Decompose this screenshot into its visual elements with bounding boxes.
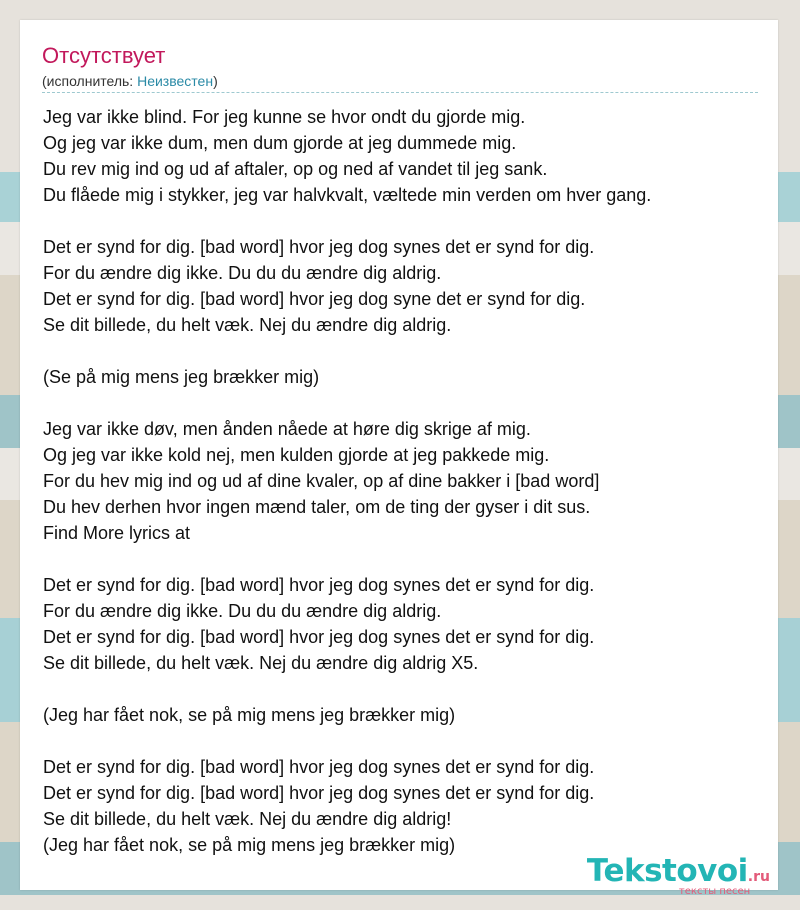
lyrics-line: Og jeg var ikke kold nej, men kulden gjorde at jeg pakkede mig. (43, 445, 550, 465)
logo-tagline: тексты песен (678, 886, 751, 897)
lyrics-line: (Jeg har fået nok, se på mig mens jeg brækker mig) (43, 705, 456, 725)
song-title: Отсутствует (42, 43, 166, 68)
lyrics-line: Og jeg var ikke dum, men dum gjorde at jeg dummede mig. (43, 133, 517, 153)
dashed-divider (42, 92, 758, 93)
lyrics-line: Du flåede mig i stykker, jeg var halvkvalt, væltede min verden om hver gang. (43, 185, 652, 205)
lyrics-blank-line (43, 208, 763, 234)
lyrics-blank-line (43, 728, 763, 754)
artist-link[interactable]: Неизвестен (137, 73, 214, 89)
lyrics-line: Du hev derhen hvor ingen mænd taler, om de ting der gyser i dit sus. (43, 497, 591, 517)
lyrics-line: (Se på mig mens jeg brækker mig) (43, 367, 320, 387)
lyrics-line: Det er synd for dig. [bad word] hvor jeg dog synes det er synd for dig. (43, 575, 595, 595)
artist-suffix: ) (213, 73, 218, 89)
lyrics-line: Find More lyrics at (43, 523, 191, 543)
lyrics-text (43, 104, 763, 858)
artist-prefix: (исполнитель: (42, 73, 138, 89)
lyrics-blank-line (43, 546, 763, 572)
lyrics-line: Det er synd for dig. [bad word] hvor jeg dog synes det er synd for dig. (43, 237, 595, 257)
lyrics-line: Du rev mig ind og ud af aftaler, op og ned af vandet til jeg sank. (43, 159, 548, 179)
lyrics-line: Se dit billede, du helt væk. Nej du ændre dig aldrig X5. (43, 653, 479, 673)
lyrics-card (20, 20, 778, 897)
lyrics-line: Jeg var ikke blind. For jeg kunne se hvor ondt du gjorde mig. (43, 107, 526, 127)
lyrics-line: Det er synd for dig. [bad word] hvor jeg dog synes det er synd for dig. (43, 757, 595, 777)
lyrics-blank-line (43, 338, 763, 364)
lyrics-line: For du ændre dig ikke. Du du du ændre dig aldrig. (43, 601, 442, 621)
lyrics-line: Det er synd for dig. [bad word] hvor jeg dog synes det er synd for dig. (43, 783, 595, 803)
lyrics-blank-line (43, 676, 763, 702)
lyrics-line: Se dit billede, du helt væk. Nej du ændre dig aldrig! (43, 809, 452, 829)
lyrics-line: Det er synd for dig. [bad word] hvor jeg dog syne det er synd for dig. (43, 289, 586, 309)
logo-name: Tekstovoi (586, 853, 748, 889)
lyrics-line: Det er synd for dig. [bad word] hvor jeg dog synes det er synd for dig. (43, 627, 595, 647)
lyrics-line: Jeg var ikke døv, men ånden nåede at høre dig skrige af mig. (43, 419, 531, 439)
lyrics-line: Se dit billede, du helt væk. Nej du ændre dig aldrig. (43, 315, 452, 335)
lyrics-blank-line (43, 390, 763, 416)
lyrics-line: (Jeg har fået nok, se på mig mens jeg brækker mig) (43, 835, 456, 855)
logo-tld: .ru (747, 869, 770, 885)
lyrics-line: For du hev mig ind og ud af dine kvaler, op af dine bakker i [bad word] (43, 471, 600, 491)
lyrics-line: For du ændre dig ikke. Du du du ændre dig aldrig. (43, 263, 442, 283)
site-logo[interactable] (586, 853, 770, 897)
artist-line (42, 72, 218, 90)
